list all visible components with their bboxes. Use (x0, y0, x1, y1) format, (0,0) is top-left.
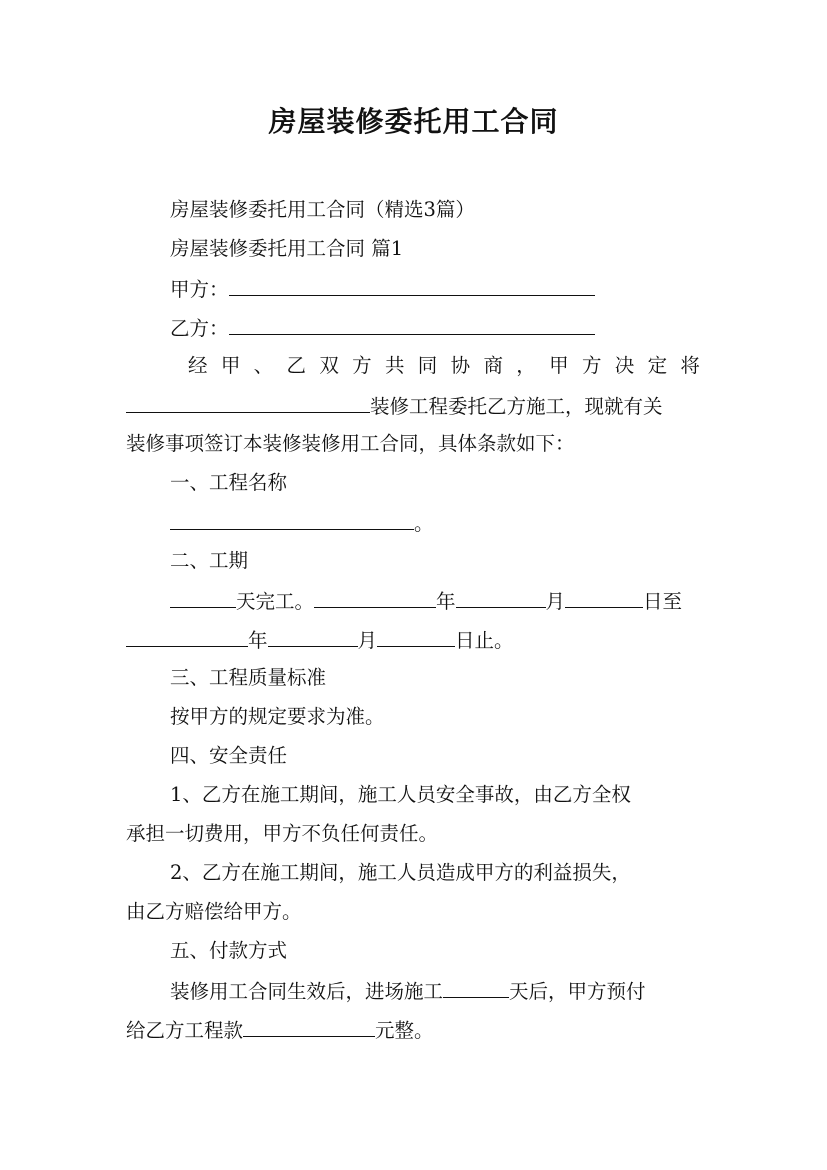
intro-char: 定 (647, 354, 668, 377)
intro-char: 乙 (286, 354, 306, 377)
section-1-heading: 一、工程名称 (170, 471, 288, 494)
day-to-label: 日至 (643, 590, 683, 613)
end-day-blank (377, 624, 455, 647)
payment-days-blank (443, 975, 509, 998)
chapter-heading: 房屋装修委托用工合同 篇1 (170, 237, 404, 260)
party-a-blank (229, 273, 595, 296)
intro-char: 同 (417, 354, 438, 377)
intro-line-3: 装修事项签订本装修装修用工合同，具体条款如下： (126, 432, 575, 455)
intro-char: 决 (614, 354, 635, 377)
payment-text-4: 元整。 (375, 1019, 434, 1042)
year-label: 年 (248, 629, 268, 652)
document-subtitle: 房屋装修委托用工合同（精选3篇） (170, 198, 475, 221)
period-line-1 (170, 585, 682, 617)
section-2-heading: 二、工期 (170, 549, 249, 572)
end-month-blank (268, 624, 358, 647)
safety-clause-2-line-2: 由乙方赔偿给甲方。 (126, 900, 302, 923)
intro-char: 共 (384, 354, 405, 377)
payment-line-2 (126, 1014, 434, 1046)
safety-clause-2-line-1: 2、乙方在施工期间，施工人员造成甲方的利益损失， (170, 861, 631, 884)
year-label: 年 (436, 590, 456, 613)
intro-char: 协 (450, 354, 471, 377)
start-day-blank (565, 585, 643, 608)
intro-char: 甲 (220, 354, 241, 377)
payment-text-2: 天后，甲方预付 (509, 980, 646, 1003)
intro-line-2 (126, 390, 663, 422)
document-title: 房屋装修委托用工合同 (268, 105, 559, 138)
payment-text-3: 给乙方工程款 (126, 1019, 244, 1042)
day-end-label: 日止。 (455, 629, 514, 652)
safety-clause-1-line-1: 1、乙方在施工期间，施工人员安全事故，由乙方全权 (170, 783, 631, 806)
intro-char: 商 (483, 354, 503, 377)
intro-char: 双 (319, 354, 339, 377)
end-year-blank (126, 624, 248, 647)
start-year-blank (314, 585, 436, 608)
party-b-blank (229, 312, 595, 335)
month-label: 月 (357, 629, 378, 652)
party-a-line (170, 273, 595, 305)
project-name-blank (170, 507, 414, 530)
safety-clause-1-line-2: 承担一切费用，甲方不负任何责任。 (126, 822, 439, 845)
intro-char: ， (516, 354, 536, 377)
start-month-blank (456, 585, 546, 608)
project-blank (126, 390, 370, 413)
section-3-heading: 三、工程质量标准 (170, 666, 327, 689)
intro-char: 方 (352, 354, 372, 377)
intro-char: 方 (581, 354, 602, 377)
party-b-label: 乙方： (170, 317, 229, 340)
section-5-heading: 五、付款方式 (170, 939, 288, 962)
intro-line-1 (188, 351, 700, 381)
project-name-line (170, 507, 434, 539)
month-label: 月 (545, 590, 566, 613)
days-text: 天完工。 (236, 590, 315, 613)
intro-char: 、 (253, 354, 274, 377)
party-a-label: 甲方： (170, 278, 229, 301)
payment-line-1 (170, 975, 646, 1007)
intro-line-2-text: 装修工程委托乙方施工，现就有关 (370, 395, 663, 418)
section-4-heading: 四、安全责任 (170, 744, 288, 767)
party-b-line (170, 312, 595, 344)
days-blank (170, 585, 236, 608)
intro-char: 将 (680, 354, 700, 377)
period-line-2 (126, 624, 514, 656)
intro-char: 甲 (549, 354, 569, 377)
intro-char: 经 (188, 354, 208, 377)
section-3-body: 按甲方的规定要求为准。 (170, 705, 385, 728)
payment-text-1: 装修用工合同生效后，进场施工 (170, 980, 444, 1003)
project-name-end: 。 (414, 512, 434, 535)
payment-amount-blank (243, 1014, 375, 1037)
